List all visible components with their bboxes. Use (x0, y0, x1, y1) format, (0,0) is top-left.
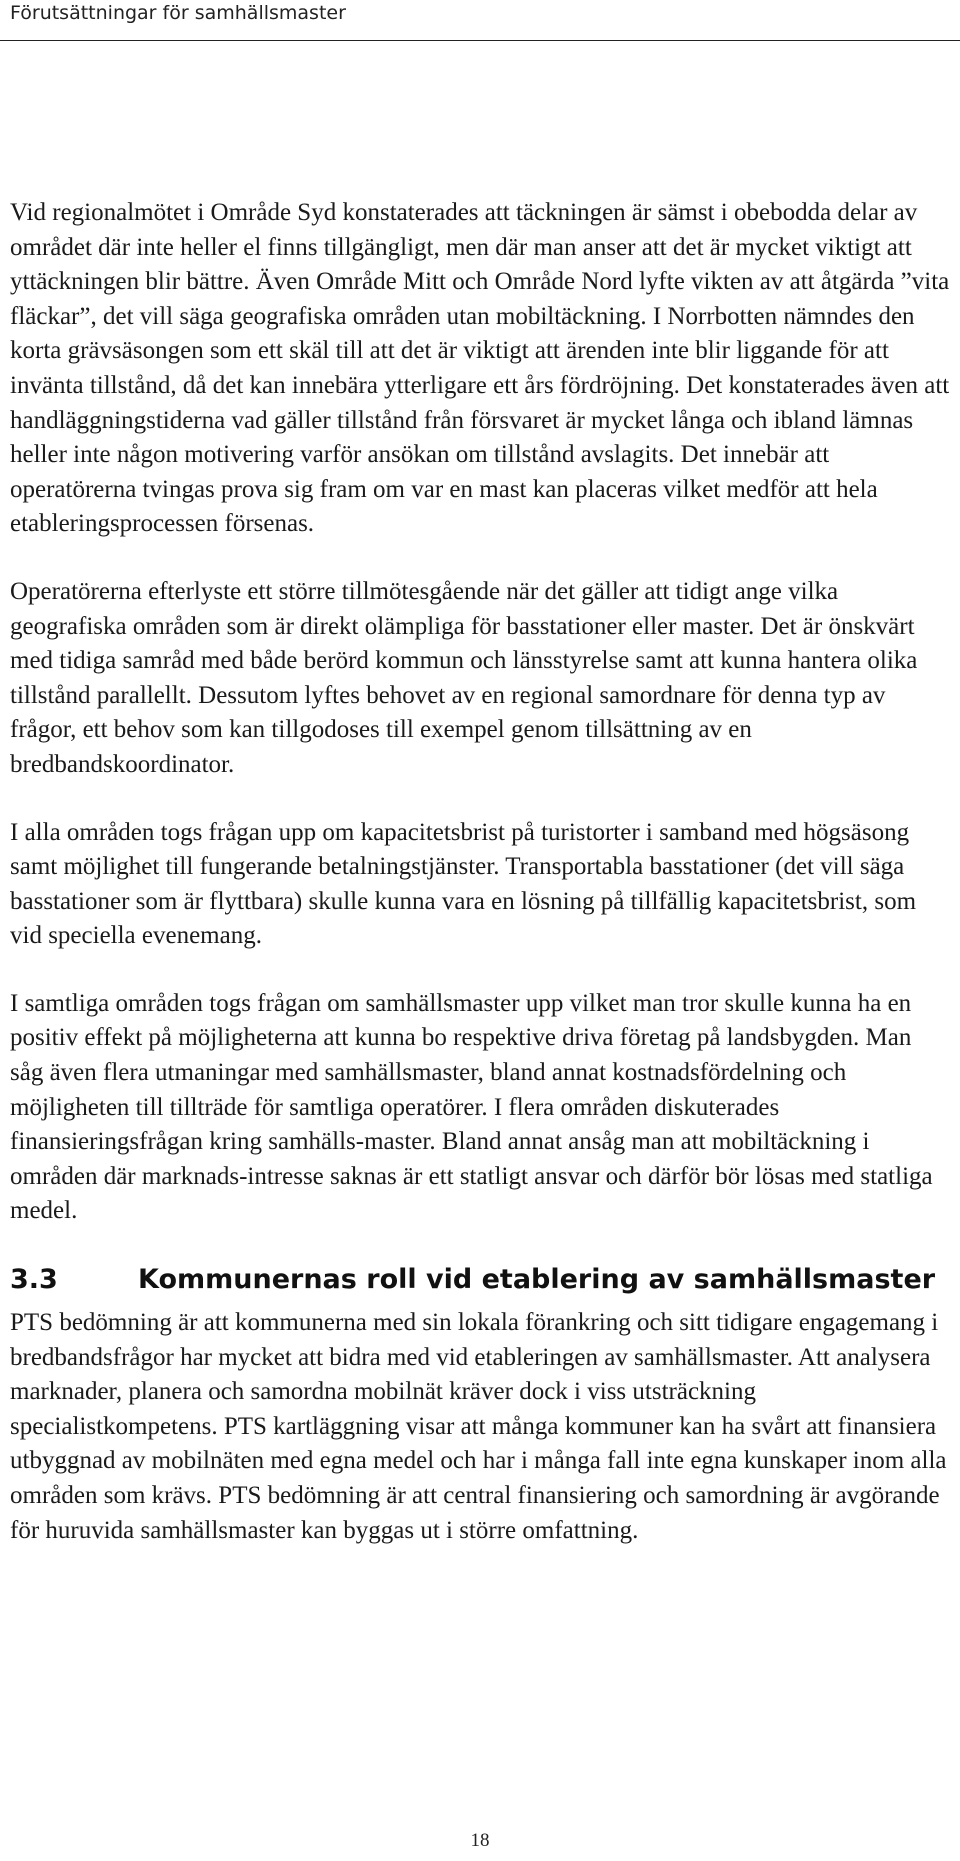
body-paragraph-3: I alla områden togs frågan upp om kapacitetsbrist på turistorter i samband med högsäsong samt möjlighet till fungerande betalningstjänster. Transportabla basstationer (det vill säga basstationer som är flyttbara) skulle kunna vara en lösning på tillfällig kapacitetsbrist, som vid speciella evenemang. (10, 818, 917, 950)
section-heading (10, 1262, 950, 1298)
section-number: 3.3 (10, 1264, 58, 1296)
document-body (10, 196, 950, 1581)
section-title: Kommunernas roll vid etablering av samhällsmaster (138, 1264, 936, 1296)
running-header-title: Förutsättningar för samhällsmaster (10, 2, 346, 24)
section-paragraph: PTS bedömning är att kommunerna med sin lokala förankring och sitt tidigare engagemang i bredbandsfrågor har mycket att bidra med vid etableringen av samhällsmaster. Att analysera marknader, planera och samordna mobilnät kräver dock i viss utsträckning specialistkompetens. PTS kartläggning visar att många kommuner kan ha svårt att finansiera utbyggnad av mobilnäten med egna medel och har i många fall inte egna kunskaper inom alla områden som krävs. PTS bedömning är att central finansiering och samordning är avgörande för huruvida samhällsmaster kan byggas ut i större omfattning. (10, 1309, 947, 1544)
body-paragraph-4: I samtliga områden togs frågan om samhällsmaster upp vilket man tror skulle kunna ha en positiv effekt på möjligheterna att kunna bo respektive driva företag på landsbygden. Man såg även flera utmaningar med samhällsmaster, bland annat kostnadsfördelning och möjligheten till tillträde för samtliga operatörer. I flera områden diskuterades finansieringsfrågan kring samhälls-master. Bland annat ansåg man att mobiltäckning i områden där marknads-intresse saknas är ett statligt ansvar och därför bör lösas med statliga medel. (10, 989, 933, 1225)
page-number: 18 (470, 1830, 490, 1851)
header-divider (0, 40, 960, 41)
body-paragraph-1: Vid regionalmötet i Område Syd konstaterades att täckningen är sämst i obebodda delar av området där inte heller el finns tillgängligt, men där man anser att det är mycket viktigt att yttäckningen blir bättre. Även Område Mitt och Område Nord lyfte vikten av att åtgärda ”vita fläckar”, det vill säga geografiska områden utan mobiltäckning. I Norrbotten nämndes den korta grävsäsongen som ett skäl till att det är viktigt att ärenden inte blir liggande för att invänta tillstånd, då det kan innebära ytterligare ett års fördröjning. Det konstaterades även att handläggningstiderna vad gäller tillstånd från försvaret är mycket långa och ibland lämnas heller inte någon motivering varför ansökan om tillstånd avslagits. Det innebär att operatörerna tvingas prova sig fram om var en mast kan placeras vilket medför att hela etableringsprocessen försenas. (10, 199, 950, 538)
body-paragraph-2: Operatörerna efterlyste ett större tillmötesgående när det gäller att tidigt ange vilka geografiska områden som är direkt olämpliga för basstationer eller master. Det är önskvärt med tidiga samråd med både berörd kommun och länsstyrelse samt att kunna hantera olika tillstånd parallellt. Dessutom lyftes behovet av en regional samordnare för denna typ av frågor, ett behov som kan tillgodoses till exempel genom tillsättning av en bredbandskoordinator. (10, 577, 918, 778)
